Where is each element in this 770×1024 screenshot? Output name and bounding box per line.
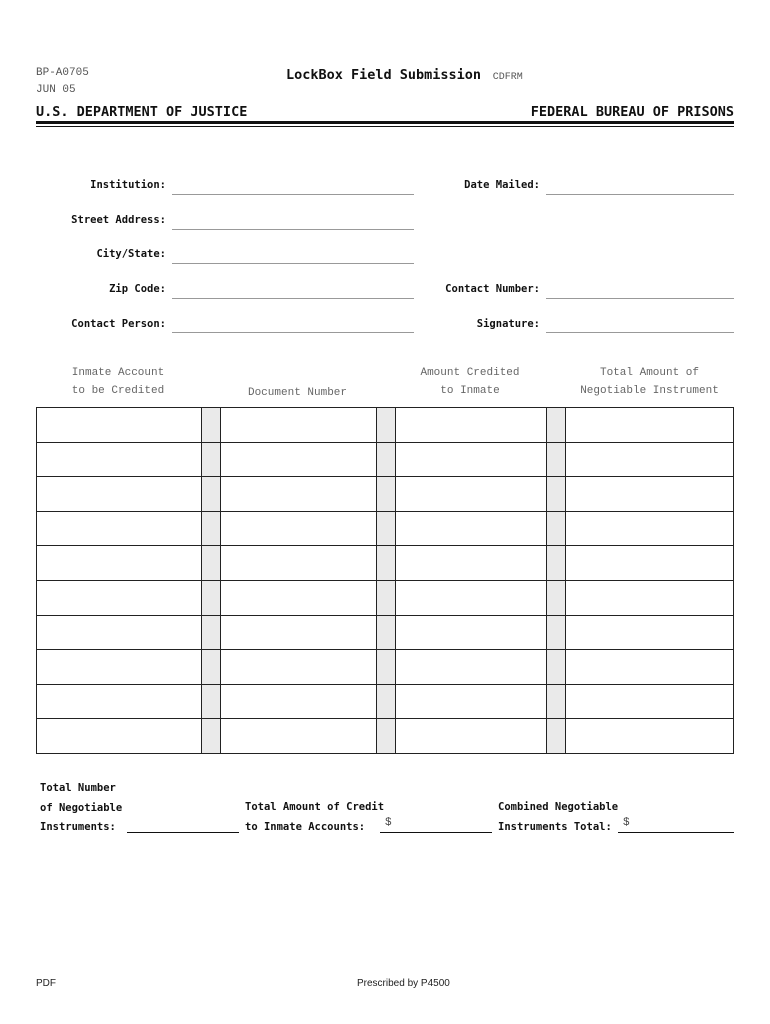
institution-label: Institution: — [90, 179, 166, 191]
signature-field[interactable] — [546, 332, 734, 333]
total-number-field[interactable] — [127, 832, 239, 833]
table-row — [36, 684, 734, 720]
inmate-account-cell[interactable] — [37, 443, 201, 477]
total-number-line1: Total Number — [40, 782, 116, 794]
total-credit-field[interactable] — [380, 832, 492, 833]
total-credit-label — [245, 798, 384, 837]
document-number-cell[interactable] — [221, 685, 376, 719]
column-separator — [376, 581, 396, 615]
inmate-account-cell[interactable] — [37, 477, 201, 511]
footer-prescribed: Prescribed by P4500 — [357, 978, 450, 989]
column-separator — [201, 685, 221, 719]
column-separator — [201, 477, 221, 511]
column-separator — [546, 546, 566, 580]
combined-total-line1: Combined Negotiable — [498, 801, 619, 813]
col-document-number-header: Document Number — [247, 387, 348, 399]
column-separator — [546, 477, 566, 511]
amount-credited-cell[interactable] — [396, 546, 546, 580]
column-separator — [376, 477, 396, 511]
document-number-cell[interactable] — [221, 477, 376, 511]
column-separator — [546, 719, 566, 753]
amount-credited-cell[interactable] — [396, 512, 546, 546]
form-date: JUN 05 — [36, 84, 76, 96]
table-row — [36, 545, 734, 581]
street-address-field[interactable] — [172, 229, 414, 230]
contact-number-label: Contact Number: — [445, 283, 540, 295]
contact-person-field[interactable] — [172, 332, 414, 333]
col-inmate-account-line2: to be Credited — [71, 385, 165, 397]
total-credit-dollar-sign: $ — [385, 817, 392, 829]
contact-number-field[interactable] — [546, 298, 734, 299]
total-amount-cell[interactable] — [566, 443, 735, 477]
column-separator — [376, 650, 396, 684]
department-left: U.S. DEPARTMENT OF JUSTICE — [36, 104, 248, 120]
department-right: FEDERAL BUREAU OF PRISONS — [530, 104, 734, 120]
contact-person-label: Contact Person: — [71, 318, 166, 330]
institution-field[interactable] — [172, 194, 414, 195]
column-separator — [376, 685, 396, 719]
inmate-account-cell[interactable] — [37, 616, 201, 650]
col-inmate-account-header — [36, 367, 200, 397]
column-separator — [201, 581, 221, 615]
table-row — [36, 718, 734, 754]
total-amount-cell[interactable] — [566, 581, 735, 615]
inmate-account-cell[interactable] — [37, 512, 201, 546]
header-rule — [36, 121, 734, 124]
document-number-cell[interactable] — [221, 512, 376, 546]
amount-credited-cell[interactable] — [396, 581, 546, 615]
column-separator — [201, 546, 221, 580]
inmate-account-cell[interactable] — [37, 408, 201, 442]
total-amount-cell[interactable] — [566, 616, 735, 650]
amount-credited-cell[interactable] — [396, 685, 546, 719]
total-amount-cell[interactable] — [566, 477, 735, 511]
table-row — [36, 649, 734, 685]
column-separator — [546, 616, 566, 650]
table-row — [36, 442, 734, 478]
total-credit-line2: to Inmate Accounts: — [245, 820, 366, 833]
form-title: LockBox Field Submission — [286, 67, 482, 83]
column-separator — [376, 512, 396, 546]
inmate-account-cell[interactable] — [37, 685, 201, 719]
col-inmate-account-line1: Inmate Account — [71, 367, 165, 379]
amount-credited-cell[interactable] — [396, 650, 546, 684]
table-row — [36, 407, 734, 443]
date-mailed-field[interactable] — [546, 194, 734, 195]
city-state-field[interactable] — [172, 263, 414, 264]
total-credit-line1: Total Amount of Credit — [245, 801, 385, 813]
date-mailed-label: Date Mailed: — [464, 179, 540, 191]
combined-total-label — [498, 798, 618, 837]
column-separator — [201, 512, 221, 546]
amount-credited-cell[interactable] — [396, 719, 546, 753]
header-rule-thin — [36, 126, 734, 127]
column-separator — [546, 650, 566, 684]
document-number-cell[interactable] — [221, 616, 376, 650]
document-number-cell[interactable] — [221, 408, 376, 442]
total-amount-cell[interactable] — [566, 650, 735, 684]
col-amount-credited-line1: Amount Credited — [420, 367, 520, 379]
total-amount-cell[interactable] — [566, 546, 735, 580]
city-state-label: City/State: — [96, 248, 166, 260]
table-row — [36, 615, 734, 651]
document-number-cell[interactable] — [221, 719, 376, 753]
zip-code-label: Zip Code: — [109, 283, 166, 295]
document-number-cell[interactable] — [221, 581, 376, 615]
inmate-account-cell[interactable] — [37, 719, 201, 753]
combined-total-dollar-sign: $ — [623, 817, 630, 829]
document-number-cell[interactable] — [221, 443, 376, 477]
column-separator — [201, 443, 221, 477]
table-row — [36, 476, 734, 512]
total-number-line3: Instruments: — [40, 821, 116, 833]
inmate-account-cell[interactable] — [37, 581, 201, 615]
column-separator — [376, 408, 396, 442]
total-number-label — [40, 779, 122, 838]
col-total-amount-header — [565, 367, 734, 397]
col-total-amount-line2: Negotiable Instrument — [580, 385, 719, 397]
form-code: BP-A0705 — [36, 67, 89, 79]
combined-total-line2: Instruments Total: — [498, 820, 612, 833]
column-separator — [376, 719, 396, 753]
column-separator — [376, 443, 396, 477]
amount-credited-cell[interactable] — [396, 616, 546, 650]
amount-credited-cell[interactable] — [396, 408, 546, 442]
street-address-label: Street Address: — [71, 214, 166, 226]
column-separator — [546, 581, 566, 615]
total-amount-cell[interactable] — [566, 512, 735, 546]
document-number-cell[interactable] — [221, 546, 376, 580]
footer-left: PDF — [36, 978, 56, 989]
total-amount-cell[interactable] — [566, 408, 735, 442]
column-separator — [546, 443, 566, 477]
col-total-amount-line1: Total Amount of — [599, 367, 700, 379]
column-separator — [376, 616, 396, 650]
col-amount-credited-header — [395, 367, 545, 397]
column-separator — [201, 408, 221, 442]
column-separator — [546, 512, 566, 546]
column-separator — [546, 408, 566, 442]
amount-credited-cell[interactable] — [396, 477, 546, 511]
amount-credited-cell[interactable] — [396, 443, 546, 477]
total-number-line2: of Negotiable — [40, 801, 123, 814]
table-row — [36, 511, 734, 547]
table-row — [36, 580, 734, 616]
col-amount-credited-line2: to Inmate — [440, 385, 500, 397]
zip-code-field[interactable] — [172, 298, 414, 299]
combined-total-field[interactable] — [618, 832, 734, 833]
signature-label: Signature: — [476, 318, 540, 330]
inmate-account-cell[interactable] — [37, 650, 201, 684]
page-title — [286, 64, 523, 83]
column-separator — [546, 685, 566, 719]
document-number-cell[interactable] — [221, 650, 376, 684]
form-title-suffix: CDFRM — [492, 72, 523, 83]
column-separator — [201, 650, 221, 684]
column-separator — [376, 546, 396, 580]
column-separator — [201, 616, 221, 650]
inmate-account-cell[interactable] — [37, 546, 201, 580]
total-amount-cell[interactable] — [566, 685, 735, 719]
column-separator — [201, 719, 221, 753]
total-amount-cell[interactable] — [566, 719, 735, 753]
